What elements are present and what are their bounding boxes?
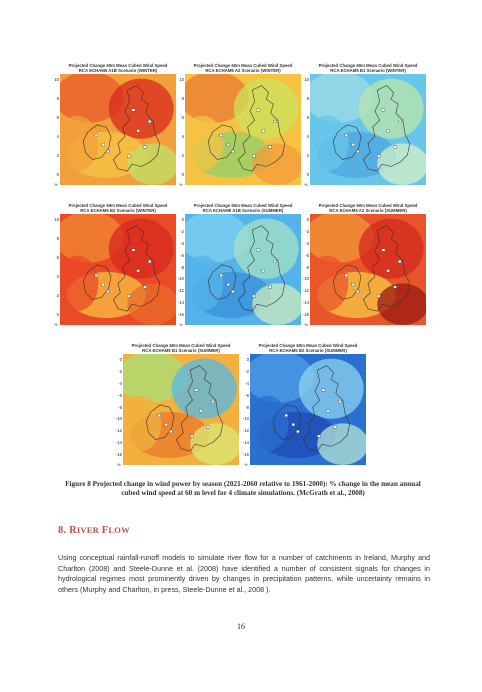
colorbar-tick-label: -2 — [180, 228, 184, 234]
map-shading-region — [190, 423, 239, 465]
colorbar-tick-label: 10 — [54, 77, 59, 82]
station-marker — [165, 423, 168, 426]
colorbar-tick-label: 4 — [181, 134, 184, 139]
station-marker — [132, 249, 135, 252]
map-panel-title — [250, 343, 366, 353]
section-number: 8. — [58, 525, 67, 536]
station-marker — [334, 426, 337, 429]
colorbar-tick-label: 10 — [179, 77, 184, 82]
colorbar-unit: % — [179, 182, 183, 187]
map-panel-title-line1: Projected Change 60m Mean Cubed Wind Speed — [131, 343, 231, 348]
colorbar-unit: % — [244, 462, 248, 467]
station-marker — [269, 286, 272, 289]
station-marker — [169, 430, 172, 433]
colorbar-tick-label: 4 — [306, 134, 309, 139]
colorbar-tick-label: -8 — [180, 264, 184, 270]
map-shading-region — [299, 359, 364, 419]
station-marker — [95, 134, 98, 137]
colorbar-tick-label: -4 — [180, 240, 184, 246]
station-marker — [345, 274, 348, 277]
wind-change-map — [185, 74, 301, 185]
station-marker — [132, 109, 135, 112]
map-panel-title-line2: RCA ECHAM5 A2 Scenario (WINTER) — [205, 68, 281, 73]
colorbar-tick-label: -2 — [305, 228, 309, 234]
station-marker — [327, 410, 330, 413]
colorbar-tick-label: 2 — [181, 153, 184, 158]
station-marker — [227, 283, 230, 286]
station-marker — [273, 260, 276, 263]
colorbar-tick-label: -10 — [302, 276, 309, 282]
map-shading-region — [234, 79, 299, 139]
colorbar-tick-label: 8 — [56, 236, 59, 241]
colorbar-tick-label: -10 — [177, 276, 184, 282]
map-shading-region — [127, 283, 176, 325]
colorbar-tick-label: -16 — [115, 452, 122, 457]
figure-caption: Figure 8 Projected change in wind power by season (2021-2060 relative to 1961-2000): % change in the mean annual cubed wind speed at 60 m level for 4 climate simulations. (McGrath et al., 2008) — [65, 480, 421, 497]
map-panel-title-line1: Projected Change 60m Mean Cubed Wind Speed — [258, 343, 358, 348]
station-marker — [102, 143, 105, 146]
map-panel — [177, 203, 301, 327]
colorbar-tick-label: -16 — [177, 312, 184, 317]
section-heading: 8. RIVER FLOW — [58, 525, 130, 536]
station-marker — [220, 134, 223, 137]
station-marker — [257, 109, 260, 112]
colorbar-tick-label: 2 — [306, 153, 309, 158]
colorbar-tick-label: -14 — [242, 440, 249, 446]
colorbar-tick-label: -12 — [177, 288, 184, 294]
station-marker — [285, 414, 288, 417]
colorbar-tick-label: -8 — [245, 404, 249, 410]
colorbar-tick-label: 6 — [306, 115, 309, 120]
colorbar-tick-label: -12 — [302, 288, 309, 294]
map-shading-region — [377, 283, 426, 325]
map-panel-title — [185, 203, 301, 213]
station-marker — [190, 435, 193, 438]
colorbar-tick-label: 2 — [56, 293, 59, 298]
station-marker — [345, 134, 348, 137]
colorbar-tick-label: 0 — [246, 357, 249, 362]
colorbar-tick-label: 0 — [56, 172, 59, 177]
station-marker — [231, 290, 234, 293]
map-panel-title-line1: Projected Change 60m Mean Cubed Wind Speed — [318, 63, 418, 68]
map-panel-title-line2: RCA ECHAM5 B2 Scenario (SUMMER) — [269, 348, 347, 353]
station-marker — [387, 270, 390, 273]
station-marker — [322, 389, 325, 392]
colorbar-tick-label: -2 — [245, 368, 249, 374]
station-marker — [273, 120, 276, 123]
station-marker — [338, 400, 341, 403]
colorbar-tick-label: -6 — [305, 252, 309, 258]
colorbar-tick-label: 0 — [119, 357, 122, 362]
map-shading-region — [359, 79, 424, 139]
colorbar-tick-label: -8 — [118, 404, 122, 410]
map-panel-title — [185, 63, 301, 73]
map-panel-title — [310, 203, 426, 213]
body-paragraph: Using conceptual rainfall-runoff models to simulate river flow for a number of catchments in Ireland, Murphy and Charlton (2008) and Steele-Dunne et al. (2008) have identified a number of consistent signals for changes in hydrological regimes most prominently driven by changes in precipitation patterns, while uncertainty remains in others (Murphy and Charlton, in press, Steele-Dunne et al., 2008 ). — [58, 553, 430, 594]
station-marker — [106, 150, 109, 153]
station-marker — [207, 426, 210, 429]
map-panel-title-line2: RCA ECHAM5 A1B Scenario (WINTER) — [78, 68, 158, 73]
map-panel — [115, 343, 239, 467]
station-marker — [200, 410, 203, 413]
map-panel — [302, 203, 426, 327]
station-marker — [269, 146, 272, 149]
colorbar-tick-label: -2 — [118, 368, 122, 374]
colorbar-tick-label: -16 — [242, 452, 249, 457]
map-panel-title-line2: RCA ECHAM5 B2 Scenario (WINTER) — [80, 208, 156, 213]
map-shading-region — [234, 219, 299, 279]
wind-change-map — [310, 214, 426, 325]
colorbar-tick-label: -14 — [302, 300, 309, 306]
map-shading-region — [109, 219, 174, 279]
colorbar-tick-label: 4 — [56, 134, 59, 139]
station-marker — [394, 146, 397, 149]
colorbar-tick-label: 0 — [306, 217, 309, 222]
map-panel-title — [310, 63, 426, 73]
colorbar-tick-label: 0 — [181, 217, 184, 222]
station-marker — [148, 260, 151, 263]
page-number: 16 — [237, 622, 245, 631]
map-panel — [304, 63, 426, 187]
colorbar-tick-label: 10 — [304, 77, 309, 82]
map-panel-title-line2: RCA ECHAM5 B1 Scenario (SUMMER) — [142, 348, 220, 353]
colorbar-tick-label: 4 — [56, 274, 59, 279]
station-marker — [127, 155, 130, 158]
colorbar-unit: % — [304, 182, 308, 187]
map-shading-region — [252, 283, 301, 325]
station-marker — [252, 295, 255, 298]
map-panel-title-line1: Projected Change 60m Mean Cubed Wind Speed — [318, 203, 418, 208]
colorbar-unit: % — [54, 182, 58, 187]
station-marker — [148, 120, 151, 123]
map-panel — [54, 203, 176, 327]
wind-change-map — [185, 214, 301, 325]
station-marker — [220, 274, 223, 277]
map-panel-title-line1: Projected Change 60m Mean Cubed Wind Speed — [68, 63, 168, 68]
map-panel-title — [123, 343, 239, 353]
station-marker — [106, 290, 109, 293]
station-marker — [352, 283, 355, 286]
station-marker — [382, 249, 385, 252]
colorbar-tick-label: -14 — [115, 440, 122, 446]
station-marker — [356, 290, 359, 293]
colorbar-unit: % — [179, 322, 183, 327]
map-panel-title — [60, 63, 176, 73]
map-panel-title — [60, 203, 176, 213]
station-marker — [231, 150, 234, 153]
map-shading-region — [172, 359, 237, 419]
wind-change-map — [310, 74, 426, 185]
map-shading-region — [317, 423, 366, 465]
station-marker — [257, 249, 260, 252]
colorbar-tick-label: 8 — [181, 96, 184, 101]
station-marker — [137, 130, 140, 133]
station-marker — [387, 130, 390, 133]
colorbar-tick-label: 10 — [54, 217, 59, 222]
station-marker — [382, 109, 385, 112]
station-marker — [356, 150, 359, 153]
colorbar-tick-label: 6 — [56, 115, 59, 120]
station-marker — [137, 270, 140, 273]
station-marker — [211, 400, 214, 403]
map-shading-region — [252, 143, 301, 185]
wind-change-map — [123, 354, 239, 465]
station-marker — [158, 414, 161, 417]
station-marker — [317, 435, 320, 438]
station-marker — [296, 430, 299, 433]
colorbar-tick-label: 2 — [56, 153, 59, 158]
colorbar-tick-label: -6 — [118, 392, 122, 398]
map-shading-region — [359, 219, 424, 279]
station-marker — [227, 143, 230, 146]
map-panel-title-line1: Projected Change 60m Mean Cubed Wind Speed — [193, 63, 293, 68]
station-marker — [377, 295, 380, 298]
colorbar-tick-label: 6 — [181, 115, 184, 120]
station-marker — [127, 295, 130, 298]
colorbar-tick-label: 8 — [306, 96, 309, 101]
station-marker — [394, 286, 397, 289]
colorbar-unit: % — [117, 462, 121, 467]
station-marker — [144, 146, 147, 149]
colorbar-tick-label: -16 — [302, 312, 309, 317]
station-marker — [252, 155, 255, 158]
station-marker — [262, 270, 265, 273]
colorbar-tick-label: 8 — [56, 96, 59, 101]
map-panel-title-line2: RCA ECHAM5 A2 Scenario (SUMMER) — [329, 208, 407, 213]
station-marker — [102, 283, 105, 286]
station-marker — [377, 155, 380, 158]
colorbar-tick-label: -6 — [245, 392, 249, 398]
station-marker — [95, 274, 98, 277]
map-panel — [179, 63, 301, 187]
colorbar-tick-label: 6 — [56, 255, 59, 260]
station-marker — [144, 286, 147, 289]
colorbar-tick-label: 0 — [181, 172, 184, 177]
colorbar-tick-label: 0 — [306, 172, 309, 177]
colorbar-tick-label: -4 — [305, 240, 309, 246]
colorbar-tick-label: -4 — [118, 380, 122, 386]
colorbar-unit: % — [304, 322, 308, 327]
colorbar-unit: % — [54, 322, 58, 327]
colorbar-tick-label: -4 — [245, 380, 249, 386]
colorbar-tick-label: -14 — [177, 300, 184, 306]
station-marker — [352, 143, 355, 146]
colorbar-tick-label: -12 — [242, 428, 249, 434]
station-marker — [262, 130, 265, 133]
wind-change-map — [60, 74, 176, 185]
station-marker — [398, 120, 401, 123]
map-shading-region — [127, 143, 176, 185]
map-panel — [242, 343, 366, 467]
map-shading-region — [109, 79, 174, 139]
map-panel-title-line2: RCA ECHAM5 B1 Scenario (WINTER) — [330, 68, 406, 73]
colorbar-tick-label: -12 — [115, 428, 122, 434]
colorbar-tick-label: -6 — [180, 252, 184, 258]
station-marker — [195, 389, 198, 392]
map-panel-title-line1: Projected Change 60m Mean Cubed Wind Speed — [68, 203, 168, 208]
map-panel-title-line2: RCA ECHAM5 A1B Scenario (SUMMER) — [202, 208, 284, 213]
colorbar-tick-label: -8 — [305, 264, 309, 270]
station-marker — [398, 260, 401, 263]
colorbar-tick-label: -10 — [242, 416, 249, 422]
station-marker — [292, 423, 295, 426]
colorbar-tick-label: 0 — [56, 312, 59, 317]
map-panel-title-line1: Projected Change 60m Mean Cubed Wind Speed — [193, 203, 293, 208]
map-shading-region — [377, 143, 426, 185]
wind-change-map — [250, 354, 366, 465]
map-panel — [54, 63, 176, 187]
wind-change-map — [60, 214, 176, 325]
colorbar-tick-label: -10 — [115, 416, 122, 422]
